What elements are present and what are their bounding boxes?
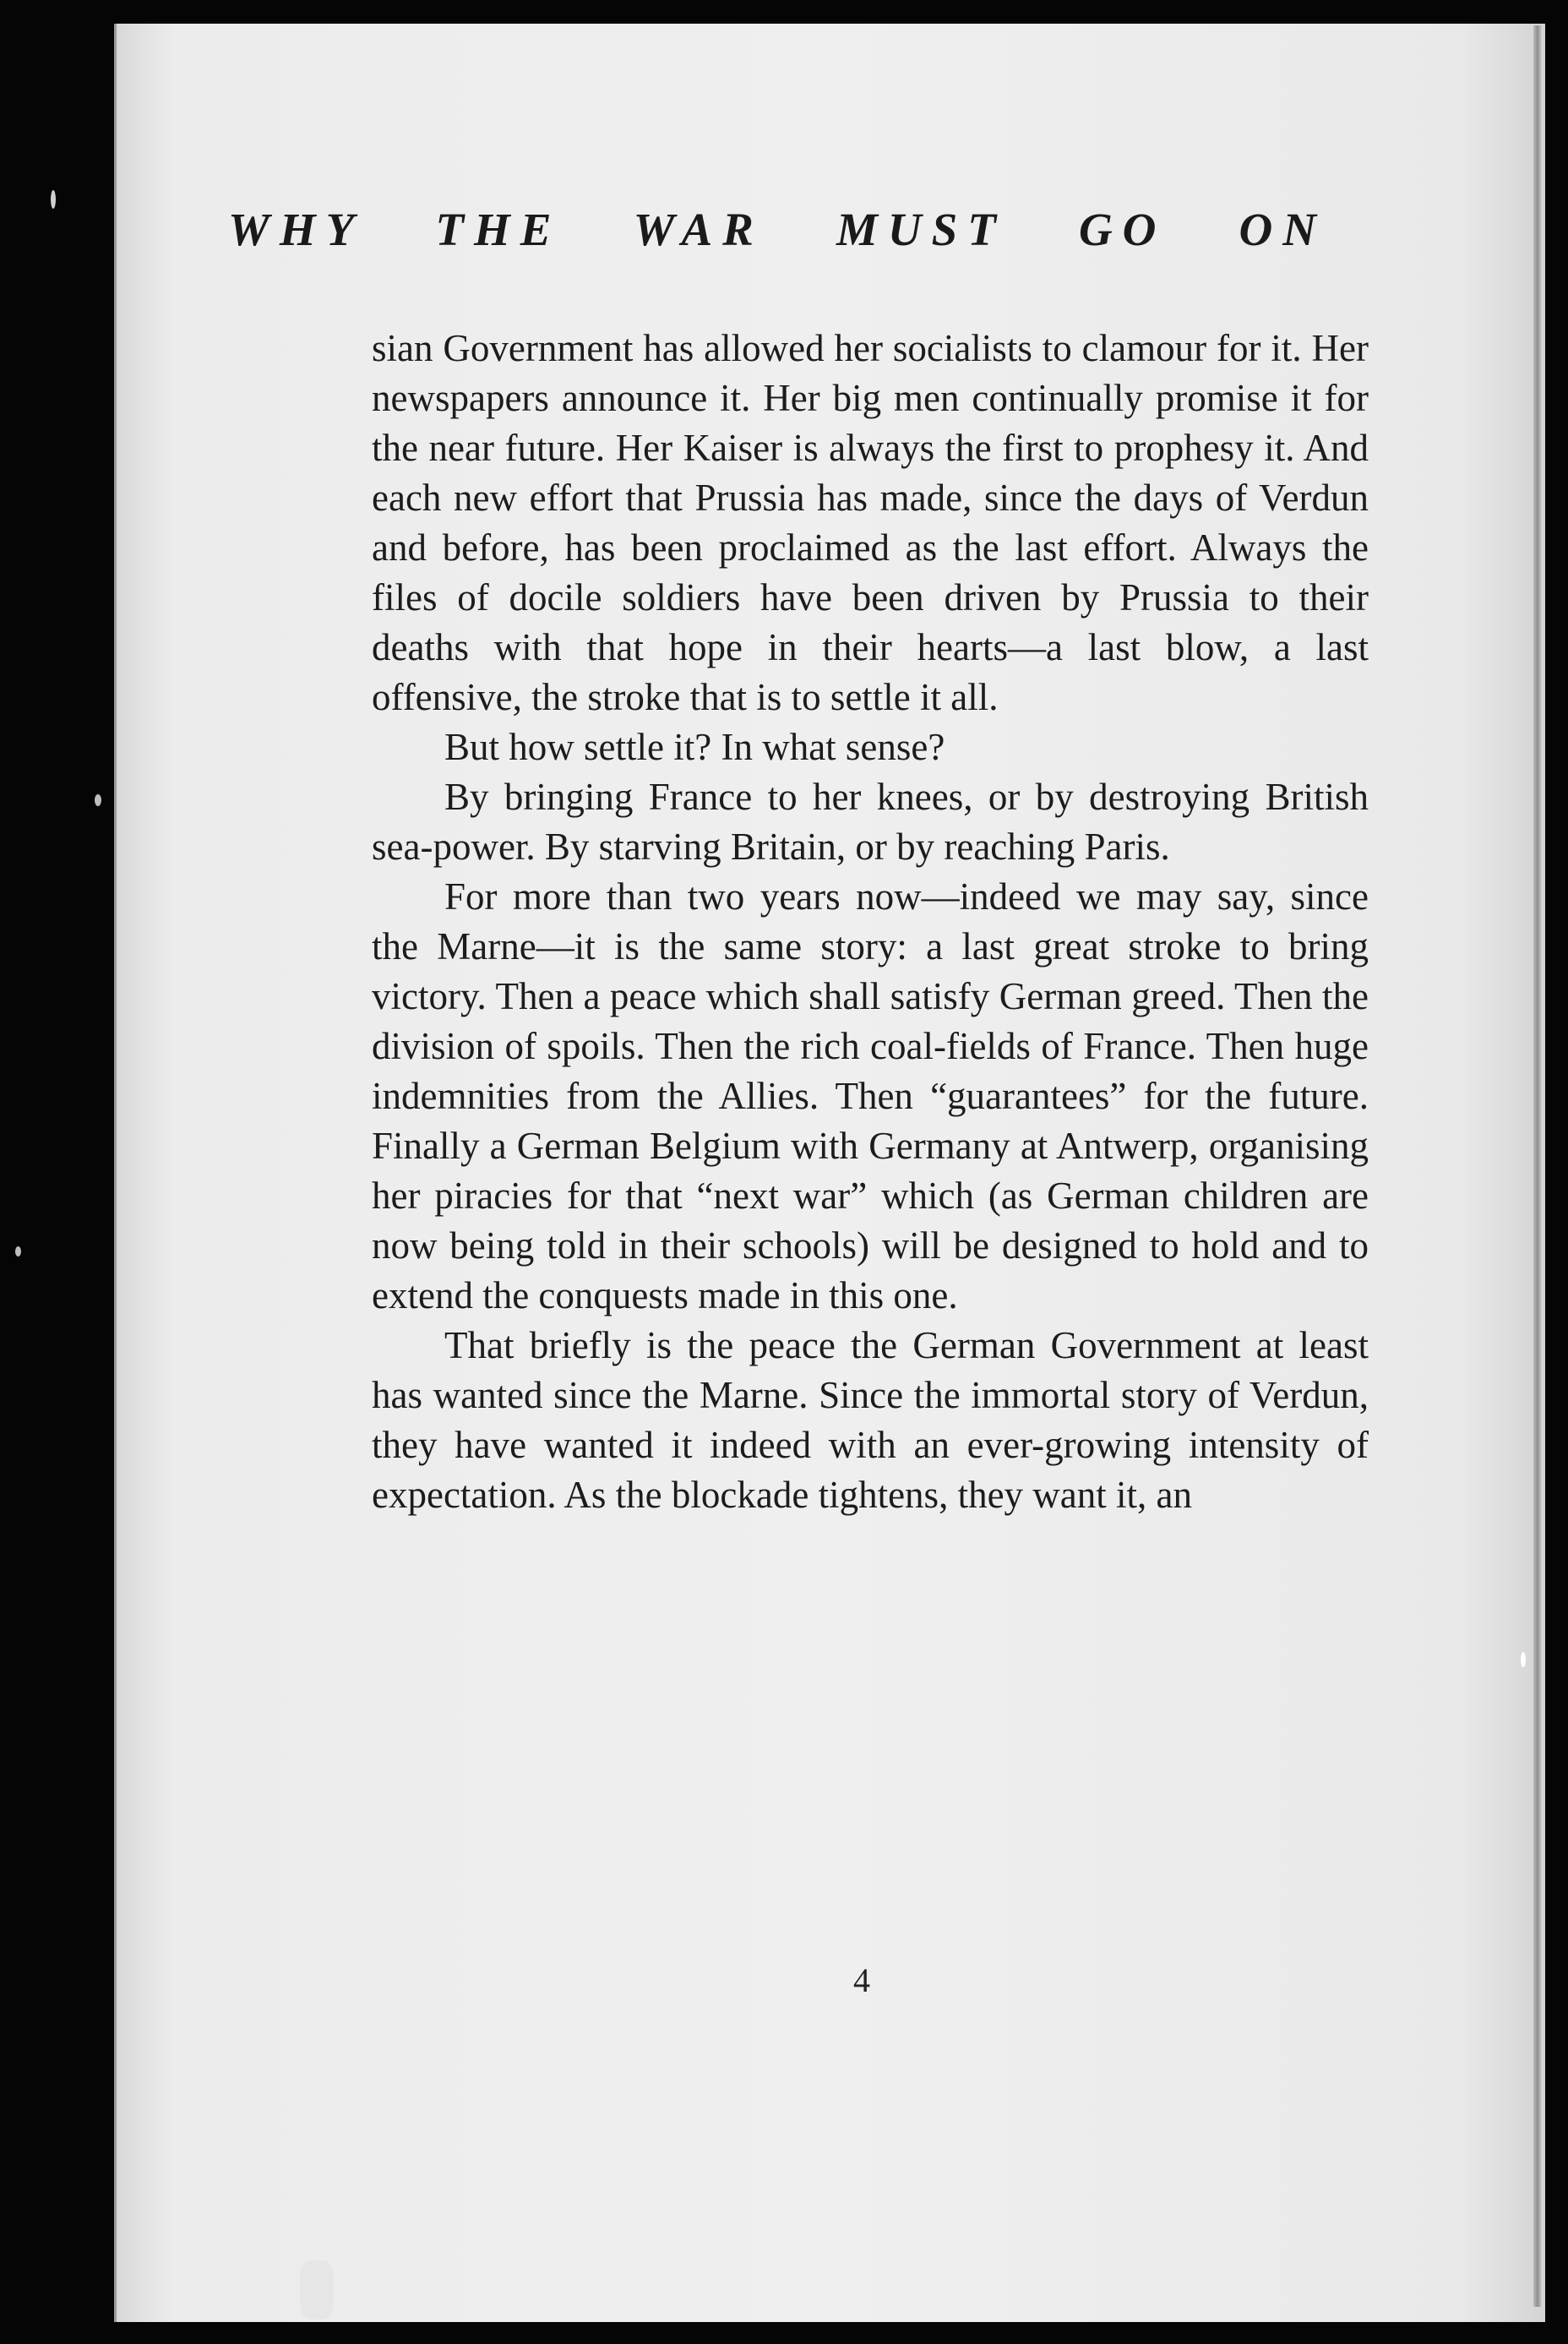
page-number: 4 [853, 1961, 870, 1999]
running-head: WHY THE WAR MUST GO ON [228, 204, 1326, 255]
scan-speck [51, 190, 56, 209]
paragraph-2: But how settle it? In what sense? [444, 726, 945, 768]
scan-speck [1521, 1652, 1526, 1667]
body-text [372, 324, 1369, 2014]
scan-speck [300, 2260, 334, 2319]
paragraph-1: sian Government has allowed her socialists to clamour for it. Her newspapers announce it. Her big men continually promise it for the near future. Her Kaiser is always the first to prophesy it. And each new effort that Prussia has made, since the days of Verdun and before, has been proclaimed as the last effort. Always the files of docile soldiers have been driven by Prussia to their deaths with that hope in their hearts—a last blow, a last offensive, the stroke that is to settle it all. [372, 327, 1369, 718]
paragraph-4: For more than two years now—indeed we may say, since the Marne—it is the same story: a last great stroke to bring victory. Then a peace which shall satisfy German greed. Then the division of spoils. Then the rich coal-fields of France. Then huge indemnities from the Allies. Then “guarantees” for the future. Finally a German Belgium with Germany at Antwerp, organising her piracies for that “next war” which (as German children are now being told in their schools) will be designed to hold and to extend the conquests made in this one. [372, 875, 1369, 1316]
paragraph-5: That briefly is the peace the German Government at least has wanted since the Marne. Since the immortal story of Verdun, they have wanted it indeed with an ever-growing intensity of expectation. As the blockade tightens, they want it, an [372, 1324, 1369, 1516]
paragraph-3: By bringing France to her knees, or by destroying British sea-power. By starving Britain, or by reaching Paris. [372, 776, 1369, 868]
scan-speck [95, 794, 101, 806]
scan-speck [15, 1246, 21, 1256]
page-edge-shadow [1533, 25, 1542, 2307]
